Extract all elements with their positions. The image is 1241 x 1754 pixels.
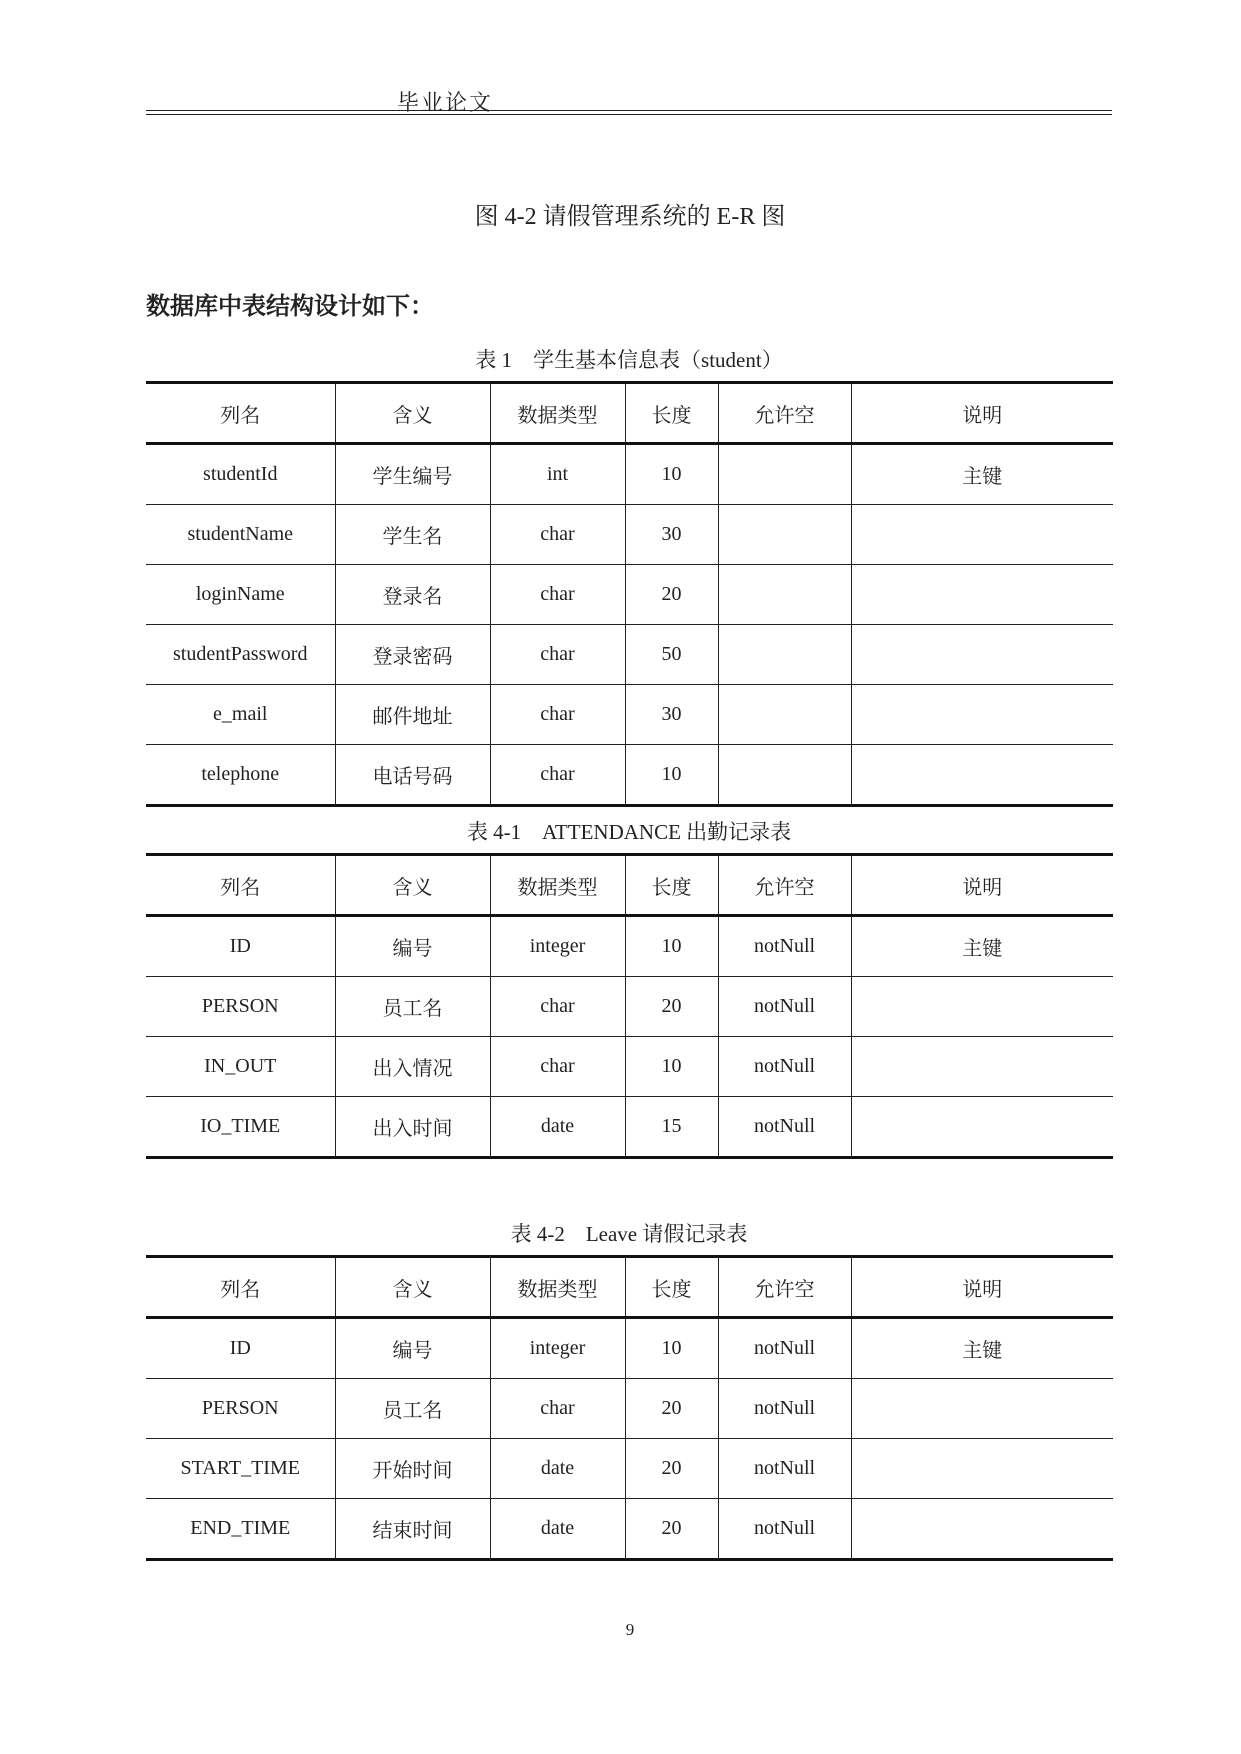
table-row	[146, 505, 1113, 565]
table-cell	[718, 685, 851, 745]
header-rule-secondary	[146, 114, 1112, 115]
table-cell: studentName	[146, 505, 335, 565]
table-cell: char	[490, 1037, 625, 1097]
table-cell: char	[490, 745, 625, 806]
table-header-row	[146, 383, 1113, 444]
table-cell: 10	[625, 916, 718, 977]
table-cell: 10	[625, 745, 718, 806]
table-cell: 登录名	[335, 565, 490, 625]
table-cell: 邮件地址	[335, 685, 490, 745]
table-caption-student: 表 1 学生基本信息表（student）	[475, 348, 783, 372]
table-row	[146, 685, 1113, 745]
table-cell: 出入时间	[335, 1097, 490, 1158]
table-cell: notNull	[718, 1318, 851, 1379]
table-cell: 20	[625, 565, 718, 625]
table-cell: int	[490, 444, 625, 505]
table-cell	[718, 565, 851, 625]
table-cell	[851, 1499, 1113, 1560]
table-cell: 登录密码	[335, 625, 490, 685]
table-cell: 员工名	[335, 977, 490, 1037]
column-header: 数据类型	[490, 855, 625, 916]
column-header: 列名	[146, 855, 335, 916]
table-row	[146, 745, 1113, 806]
column-header: 长度	[625, 383, 718, 444]
table-header-row	[146, 1257, 1113, 1318]
table-row	[146, 444, 1113, 505]
table-cell: END_TIME	[146, 1499, 335, 1560]
table-cell	[851, 1097, 1113, 1158]
table-cell: e_mail	[146, 685, 335, 745]
table-row	[146, 977, 1113, 1037]
table-cell: 电话号码	[335, 745, 490, 806]
table-cell	[851, 685, 1113, 745]
column-header: 长度	[625, 1257, 718, 1318]
table-cell: 10	[625, 1037, 718, 1097]
table-row	[146, 916, 1113, 977]
column-header: 数据类型	[490, 1257, 625, 1318]
table-cell: telephone	[146, 745, 335, 806]
table-cell	[718, 444, 851, 505]
column-header: 允许空	[718, 855, 851, 916]
table-cell: 10	[625, 1318, 718, 1379]
table-cell: 员工名	[335, 1379, 490, 1439]
column-header: 说明	[851, 855, 1113, 916]
table-row	[146, 565, 1113, 625]
table-cell: notNull	[718, 977, 851, 1037]
column-header: 说明	[851, 1257, 1113, 1318]
column-header: 列名	[146, 383, 335, 444]
table-cell: notNull	[718, 1037, 851, 1097]
table-cell: 结束时间	[335, 1499, 490, 1560]
page-number: 9	[625, 1620, 635, 1639]
table-cell: notNull	[718, 1379, 851, 1439]
table-cell: 学生名	[335, 505, 490, 565]
table-row	[146, 1379, 1113, 1439]
table-cell: date	[490, 1439, 625, 1499]
table-cell	[851, 565, 1113, 625]
table-cell: PERSON	[146, 977, 335, 1037]
table-cell: 50	[625, 625, 718, 685]
table-cell	[718, 745, 851, 806]
column-header: 含义	[335, 855, 490, 916]
attendance-table	[146, 853, 1113, 1159]
table-cell: 10	[625, 444, 718, 505]
table-cell: char	[490, 977, 625, 1037]
table-cell: 20	[625, 1379, 718, 1439]
table-cell	[851, 1439, 1113, 1499]
table-cell: 编号	[335, 916, 490, 977]
table-cell: char	[490, 685, 625, 745]
table-cell: START_TIME	[146, 1439, 335, 1499]
table-cell	[851, 977, 1113, 1037]
table-cell: studentPassword	[146, 625, 335, 685]
figure-caption: 图 4-2 请假管理系统的 E-R 图	[474, 204, 786, 230]
column-header: 允许空	[718, 383, 851, 444]
table-cell: 20	[625, 1439, 718, 1499]
table-cell: loginName	[146, 565, 335, 625]
table-cell	[718, 625, 851, 685]
table-cell: 编号	[335, 1318, 490, 1379]
table-cell: ID	[146, 1318, 335, 1379]
table-cell	[851, 1379, 1113, 1439]
table-cell: 主键	[851, 444, 1113, 505]
table-cell: 15	[625, 1097, 718, 1158]
table-row	[146, 1097, 1113, 1158]
table-row	[146, 625, 1113, 685]
running-header: 毕业论文	[397, 90, 494, 115]
table-cell: notNull	[718, 1097, 851, 1158]
table-cell: notNull	[718, 1499, 851, 1560]
table-cell: 开始时间	[335, 1439, 490, 1499]
table-cell: date	[490, 1097, 625, 1158]
table-cell: integer	[490, 916, 625, 977]
table-cell	[851, 625, 1113, 685]
table-cell: 20	[625, 977, 718, 1037]
column-header: 列名	[146, 1257, 335, 1318]
section-heading: 数据库中表结构设计如下：	[146, 292, 434, 320]
table-row	[146, 1439, 1113, 1499]
table-cell: IN_OUT	[146, 1037, 335, 1097]
table-cell: char	[490, 565, 625, 625]
table-cell: integer	[490, 1318, 625, 1379]
leave-table	[146, 1255, 1113, 1561]
table-cell: char	[490, 505, 625, 565]
table-row	[146, 1037, 1113, 1097]
table-cell: char	[490, 1379, 625, 1439]
table-cell: ID	[146, 916, 335, 977]
table-row	[146, 1499, 1113, 1560]
table-cell: studentId	[146, 444, 335, 505]
table-caption-attendance: 表 4-1 ATTENDANCE 出勤记录表	[466, 820, 792, 844]
table-cell	[851, 745, 1113, 806]
table-cell	[851, 505, 1113, 565]
table-cell	[851, 1037, 1113, 1097]
table-cell	[718, 505, 851, 565]
column-header: 含义	[335, 383, 490, 444]
table-cell: IO_TIME	[146, 1097, 335, 1158]
column-header: 说明	[851, 383, 1113, 444]
column-header: 数据类型	[490, 383, 625, 444]
table-cell: 出入情况	[335, 1037, 490, 1097]
table-cell: 30	[625, 505, 718, 565]
table-cell: 30	[625, 685, 718, 745]
table-caption-leave: 表 4-2 Leave 请假记录表	[510, 1222, 748, 1246]
table-cell: char	[490, 625, 625, 685]
table-cell: 主键	[851, 1318, 1113, 1379]
column-header: 长度	[625, 855, 718, 916]
table-cell: 主键	[851, 916, 1113, 977]
table-cell: date	[490, 1499, 625, 1560]
table-cell: notNull	[718, 1439, 851, 1499]
column-header: 含义	[335, 1257, 490, 1318]
table-cell: 20	[625, 1499, 718, 1560]
student-table	[146, 381, 1113, 807]
table-cell: notNull	[718, 916, 851, 977]
table-cell: PERSON	[146, 1379, 335, 1439]
table-row	[146, 1318, 1113, 1379]
table-header-row	[146, 855, 1113, 916]
column-header: 允许空	[718, 1257, 851, 1318]
header-rule	[146, 110, 1112, 111]
table-cell: 学生编号	[335, 444, 490, 505]
